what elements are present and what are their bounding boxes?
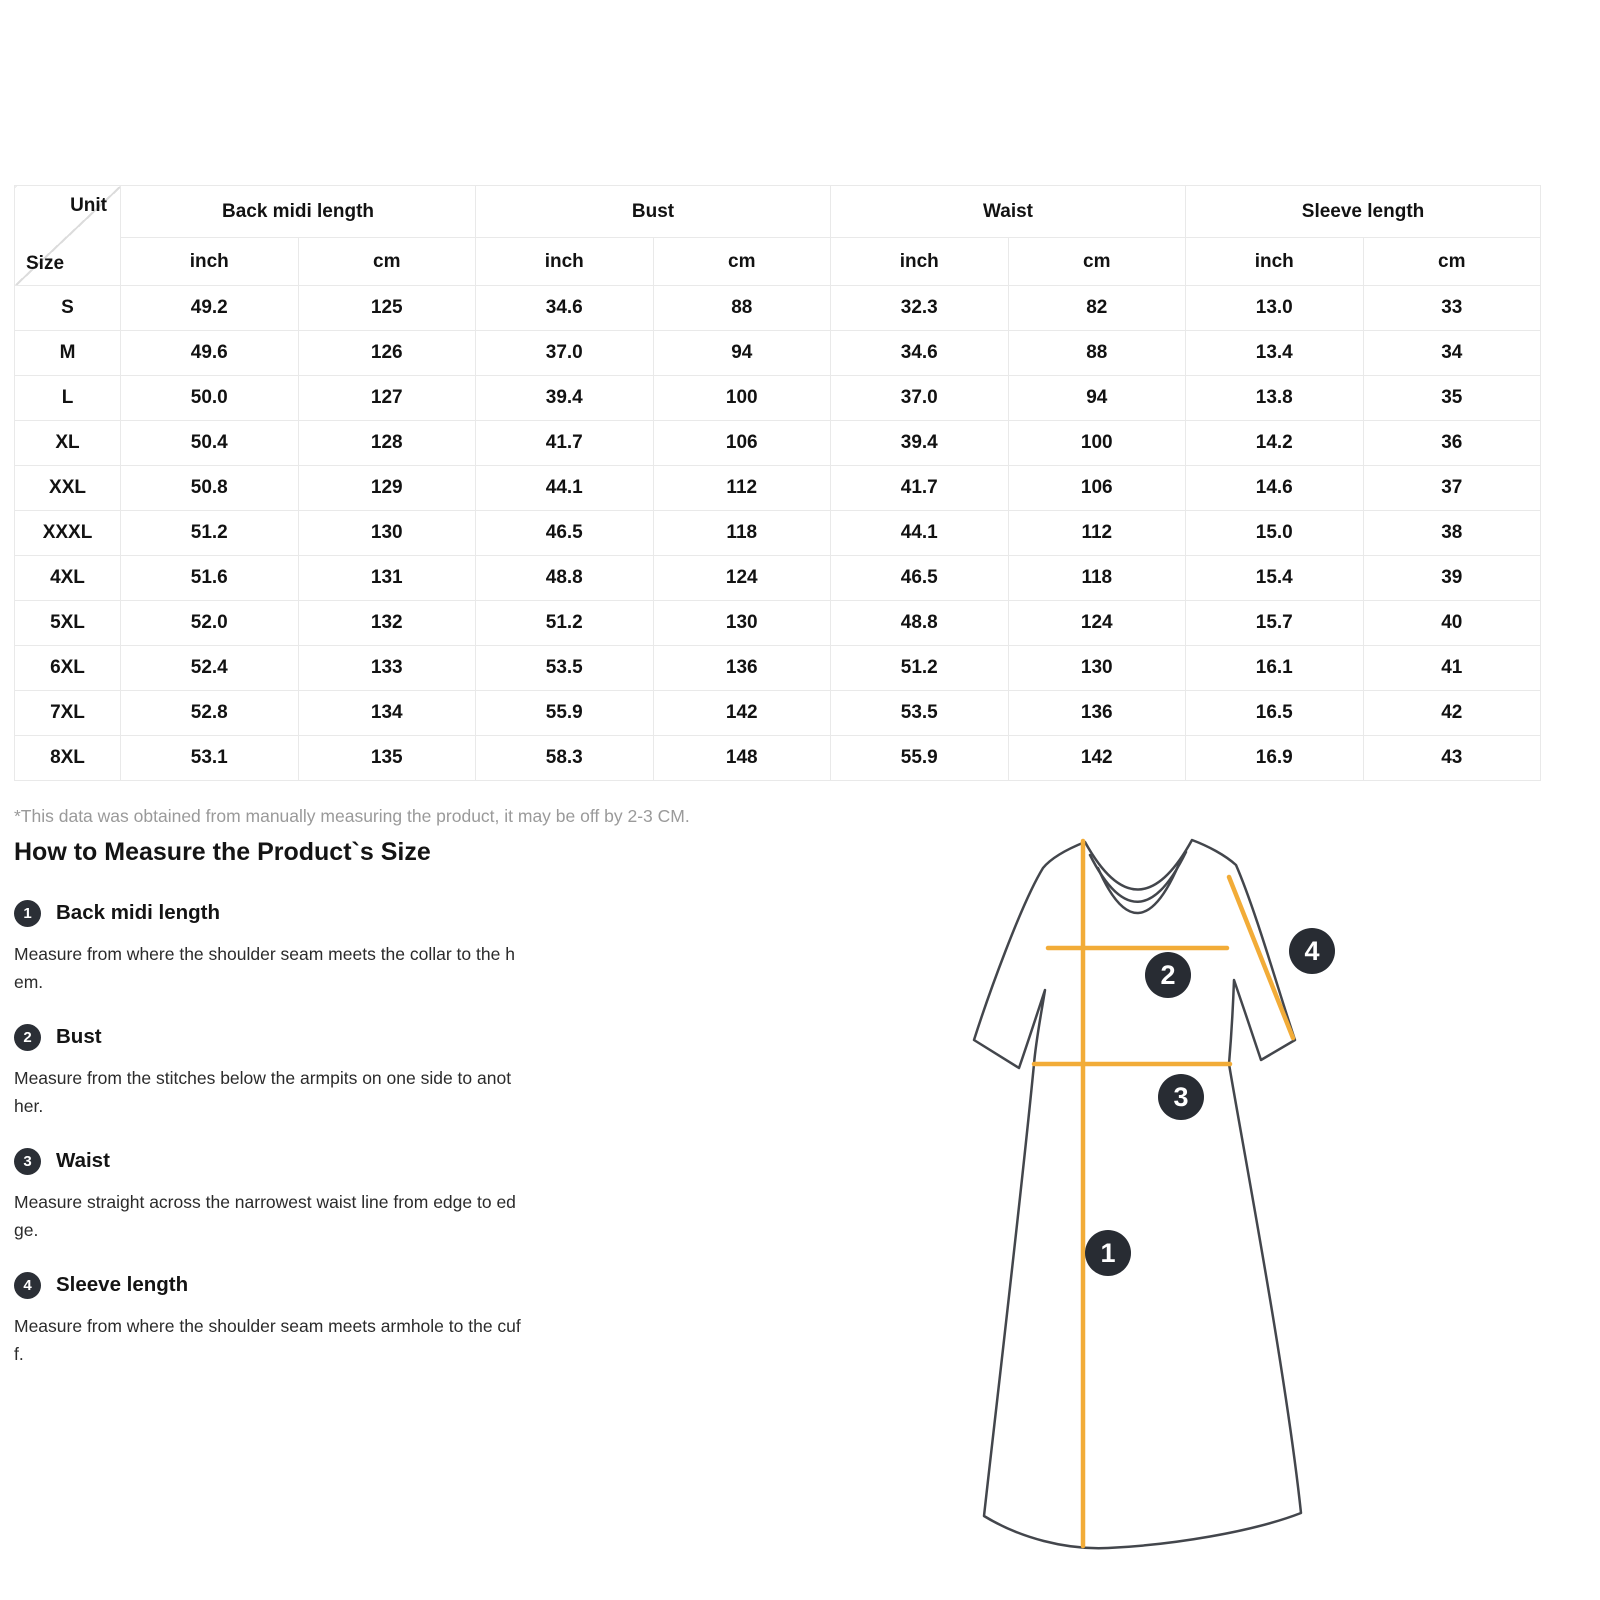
measurement-cell: 52.0 (121, 601, 299, 646)
measurement-cell: 43 (1363, 736, 1541, 781)
instruction-text-line: Measure from where the shoulder seam meets the collar to the h (14, 944, 515, 964)
unit-header-3-cm: cm (653, 238, 831, 286)
measurement-cell: 131 (298, 556, 476, 601)
measurement-disclaimer: *This data was obtained from manually measuring the product, it may be off by 2-3 CM. (14, 805, 690, 826)
measure-instruction-back-midi-length (14, 898, 674, 996)
measurement-cell: 135 (298, 736, 476, 781)
measurement-cell: 44.1 (476, 466, 654, 511)
marker-2 (1145, 952, 1191, 998)
measurement-cell: 130 (1008, 646, 1186, 691)
unit-header-1-cm: cm (298, 238, 476, 286)
measurement-cell: 14.2 (1186, 421, 1364, 466)
size-label-7xl: 7XL (15, 691, 121, 736)
measurement-cell: 46.5 (476, 511, 654, 556)
measurement-cell: 126 (298, 331, 476, 376)
measurement-cell: 50.4 (121, 421, 299, 466)
instruction-text-line: Measure from where the shoulder seam meets armhole to the cuf (14, 1316, 521, 1336)
unit-header-5-cm: cm (1008, 238, 1186, 286)
measurement-cell: 58.3 (476, 736, 654, 781)
size-chart-table (14, 185, 1541, 781)
measurement-cell: 88 (653, 286, 831, 331)
measurement-cell: 51.2 (476, 601, 654, 646)
measurement-cell: 38 (1363, 511, 1541, 556)
measurement-cell: 39.4 (476, 376, 654, 421)
measurement-cell: 13.0 (1186, 286, 1364, 331)
measurement-cell: 34.6 (476, 286, 654, 331)
marker-1 (1085, 1230, 1131, 1276)
table-row-5xl (15, 601, 1541, 646)
size-label-xxxl: XXXL (15, 511, 121, 556)
instruction-title: Back midi length (56, 901, 221, 924)
measurement-cell: 82 (1008, 286, 1186, 331)
measurement-cell: 148 (653, 736, 831, 781)
measurement-cell: 42 (1363, 691, 1541, 736)
measurement-cell: 142 (1008, 736, 1186, 781)
svg-text:4: 4 (1304, 936, 1320, 966)
measurement-cell: 44.1 (831, 511, 1009, 556)
table-row-l (15, 376, 1541, 421)
measurement-cell: 53.5 (476, 646, 654, 691)
measurement-cell: 55.9 (831, 736, 1009, 781)
measurement-cell: 118 (653, 511, 831, 556)
instruction-head (14, 1270, 674, 1300)
instruction-text-line: Measure from the stitches below the armpits on one side to anot (14, 1068, 512, 1088)
unit-header-4-inch: inch (831, 238, 1009, 286)
instruction-text-line: Measure straight across the narrowest waist line from edge to ed (14, 1192, 516, 1212)
measurement-cell: 40 (1363, 601, 1541, 646)
measurement-cell: 52.4 (121, 646, 299, 691)
measurement-cell: 136 (653, 646, 831, 691)
size-label-6xl: 6XL (15, 646, 121, 691)
how-to-measure-heading: How to Measure the Product`s Size (14, 838, 431, 866)
measurement-cell: 37 (1363, 466, 1541, 511)
measurement-cell: 51.2 (831, 646, 1009, 691)
size-label-4xl: 4XL (15, 556, 121, 601)
dress-measurement-diagram (880, 810, 1400, 1570)
measure-instruction-sleeve-length (14, 1270, 674, 1368)
measurement-cell: 52.8 (121, 691, 299, 736)
measurement-cell: 124 (1008, 601, 1186, 646)
unit-size-corner-cell (15, 186, 121, 286)
measurement-cell: 34.6 (831, 331, 1009, 376)
instruction-title: Bust (56, 1025, 102, 1048)
measurement-cell: 36 (1363, 421, 1541, 466)
size-label-5xl: 5XL (15, 601, 121, 646)
table-row-xl (15, 421, 1541, 466)
measurement-cell: 125 (298, 286, 476, 331)
instruction-head (14, 898, 674, 928)
measurement-cell: 130 (298, 511, 476, 556)
corner-unit-label: Unit (70, 195, 107, 216)
instruction-head (14, 1146, 674, 1176)
column-group-sleeve-length: Sleeve length (1186, 186, 1541, 238)
measurement-cell: 37.0 (476, 331, 654, 376)
measure-instruction-waist (14, 1146, 674, 1244)
measurement-cell: 55.9 (476, 691, 654, 736)
svg-text:1: 1 (1100, 1238, 1116, 1268)
measurement-cell: 94 (653, 331, 831, 376)
measurement-cell: 41 (1363, 646, 1541, 691)
svg-text:2: 2 (1160, 960, 1176, 990)
measurement-cell: 49.2 (121, 286, 299, 331)
measurement-cell: 142 (653, 691, 831, 736)
marker-4 (1289, 928, 1335, 974)
table-row-m (15, 331, 1541, 376)
measurement-cell: 127 (298, 376, 476, 421)
measure-instructions-list (14, 898, 674, 1394)
measurement-cell: 15.7 (1186, 601, 1364, 646)
measurement-cell: 100 (653, 376, 831, 421)
unit-header-2-inch: inch (476, 238, 654, 286)
measurement-cell: 48.8 (831, 601, 1009, 646)
table-row-xxl (15, 466, 1541, 511)
measurement-cell: 39.4 (831, 421, 1009, 466)
instruction-title: Sleeve length (56, 1273, 189, 1296)
table-row-6xl (15, 646, 1541, 691)
measurement-cell: 41.7 (831, 466, 1009, 511)
step-number-badge: 2 (14, 1024, 41, 1051)
unit-header-7-cm: cm (1363, 238, 1541, 286)
column-group-bust: Bust (476, 186, 831, 238)
step-number-badge: 4 (14, 1272, 41, 1299)
instruction-title: Waist (56, 1149, 110, 1172)
measurement-cell: 53.1 (121, 736, 299, 781)
step-number-badge: 3 (14, 1148, 41, 1175)
table-row-xxxl (15, 511, 1541, 556)
measurement-cell: 94 (1008, 376, 1186, 421)
measurement-cell: 132 (298, 601, 476, 646)
measurement-cell: 128 (298, 421, 476, 466)
measurement-cell: 15.0 (1186, 511, 1364, 556)
unit-header-0-inch: inch (121, 238, 299, 286)
measurement-cell: 100 (1008, 421, 1186, 466)
column-group-back-midi-length: Back midi length (121, 186, 476, 238)
measurement-cell: 133 (298, 646, 476, 691)
instruction-text-line: her. (14, 1096, 44, 1116)
measurement-cell: 106 (653, 421, 831, 466)
measurement-cell: 124 (653, 556, 831, 601)
instruction-head (14, 1022, 674, 1052)
unit-header-6-inch: inch (1186, 238, 1364, 286)
corner-size-label: Size (26, 253, 65, 274)
column-group-waist: Waist (831, 186, 1186, 238)
measure-instruction-bust (14, 1022, 674, 1120)
measurement-cell: 13.4 (1186, 331, 1364, 376)
instruction-text-line: f. (14, 1344, 24, 1364)
measurement-cell: 118 (1008, 556, 1186, 601)
measurement-cell: 41.7 (476, 421, 654, 466)
table-row-7xl (15, 691, 1541, 736)
measurement-cell: 106 (1008, 466, 1186, 511)
measurement-cell: 46.5 (831, 556, 1009, 601)
measurement-cell: 134 (298, 691, 476, 736)
size-label-l: L (15, 376, 121, 421)
measurement-cell: 13.8 (1186, 376, 1364, 421)
measurement-cell: 53.5 (831, 691, 1009, 736)
measurement-cell: 112 (1008, 511, 1186, 556)
table-row-4xl (15, 556, 1541, 601)
size-label-xxl: XXL (15, 466, 121, 511)
measurement-cell: 14.6 (1186, 466, 1364, 511)
marker-3 (1158, 1074, 1204, 1120)
measurement-cell: 130 (653, 601, 831, 646)
measurement-cell: 33 (1363, 286, 1541, 331)
svg-text:3: 3 (1173, 1082, 1189, 1112)
measurement-cell: 37.0 (831, 376, 1009, 421)
measurement-cell: 51.6 (121, 556, 299, 601)
measurement-cell: 129 (298, 466, 476, 511)
measurement-cell: 48.8 (476, 556, 654, 601)
size-label-xl: XL (15, 421, 121, 466)
measurement-cell: 50.8 (121, 466, 299, 511)
measurement-cell: 32.3 (831, 286, 1009, 331)
measurement-cell: 51.2 (121, 511, 299, 556)
measurement-cell: 35 (1363, 376, 1541, 421)
instruction-text-line: em. (14, 972, 44, 992)
measurement-cell: 88 (1008, 331, 1186, 376)
table-row-8xl (15, 736, 1541, 781)
size-label-8xl: 8XL (15, 736, 121, 781)
measurement-cell: 136 (1008, 691, 1186, 736)
measurement-cell: 15.4 (1186, 556, 1364, 601)
instruction-text-line: ge. (14, 1220, 39, 1240)
measurement-cell: 49.6 (121, 331, 299, 376)
size-label-m: M (15, 331, 121, 376)
measurement-cell: 50.0 (121, 376, 299, 421)
measurement-cell: 34 (1363, 331, 1541, 376)
measurement-cell: 16.5 (1186, 691, 1364, 736)
dress-diagram-svg (880, 810, 1400, 1570)
table-row-s (15, 286, 1541, 331)
step-number-badge: 1 (14, 900, 41, 927)
size-label-s: S (15, 286, 121, 331)
measurement-cell: 16.9 (1186, 736, 1364, 781)
measurement-cell: 16.1 (1186, 646, 1364, 691)
measurement-cell: 39 (1363, 556, 1541, 601)
measurement-cell: 112 (653, 466, 831, 511)
